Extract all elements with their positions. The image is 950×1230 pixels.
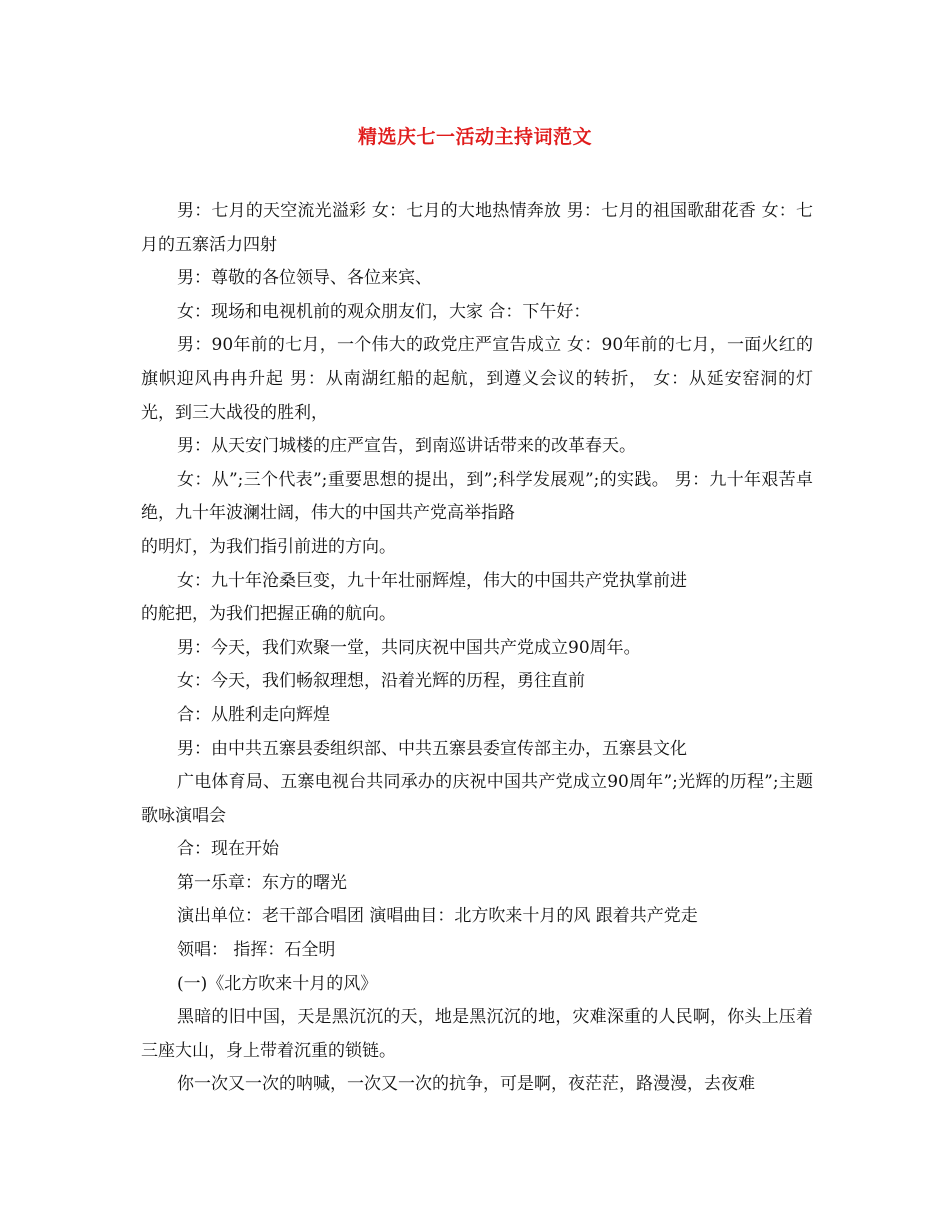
- paragraph: 女：九十年沧桑巨变，九十年壮丽辉煌，伟大的中国共产党执掌前进: [177, 570, 687, 591]
- paragraph: 女：从”;三个代表”;重要思想的提出，到”;科学发展观”;的实践。 男：九十年艰苦卓绝，九十年波澜壮阔，伟大的中国共产党高举指路: [141, 469, 813, 524]
- paragraph: 女：今天，我们畅叙理想，沿着光辉的历程，勇往直前: [177, 671, 585, 692]
- paragraph: 广电体育局、五寨电视台共同承办的庆祝中国共产党成立90周年”;光辉的历程”;主题歌咏演唱会: [141, 772, 813, 826]
- paragraph: 男：从天安门城楼的庄严宣告，到南巡讲话带来的改革春天。: [177, 436, 636, 457]
- paragraph: 领唱： 指挥：石全明: [177, 940, 336, 961]
- paragraph: 男：由中共五寨县委组织部、中共五寨县委宣传部主办，五寨县文化: [177, 738, 687, 759]
- paragraph: 合：从胜利走向辉煌: [177, 704, 330, 725]
- paragraph: 男：尊敬的各位领导、各位来宾、: [177, 268, 432, 289]
- document-body: [141, 195, 813, 1102]
- paragraph: 你一次又一次的呐喊，一次又一次的抗争，可是啊，夜茫茫，路漫漫，去夜难: [177, 1074, 755, 1095]
- paragraph: (一)《北方吹来十月的风》: [177, 973, 378, 994]
- paragraph: 的舵把，为我们把握正确的航向。: [141, 604, 396, 625]
- paragraph: 黑暗的旧中国，天是黑沉沉的天，地是黑沉沉的地，灾难深重的人民啊，你头上压着三座大山，身上带着沉重的锁链。: [141, 1007, 813, 1061]
- paragraph: 合：现在开始: [177, 839, 279, 860]
- paragraph: 男：今天，我们欢聚一堂，共同庆祝中国共产党成立90周年。: [177, 637, 641, 658]
- paragraph: 的明灯，为我们指引前进的方向。: [141, 536, 396, 557]
- paragraph: 第一乐章：东方的曙光: [177, 872, 347, 893]
- paragraph: 男：90年前的七月，一个伟大的政党庄严宣告成立 女：90年前的七月，一面火红的旗帜迎风冉冉升起 男：从南湖红船的起航，到遵义会议的转折， 女：从延安窑洞的灯光，到三大战役的胜利，: [141, 335, 813, 423]
- document-title: 精选庆七一活动主持词范文: [357, 126, 592, 148]
- paragraph: 演出单位：老干部合唱团 演唱曲目：北方吹来十月的风 跟着共产党走: [177, 906, 698, 927]
- paragraph: 女：现场和电视机前的观众朋友们，大家 合：下午好：: [177, 301, 591, 322]
- paragraph: 男：七月的天空流光溢彩 女：七月的大地热情奔放 男：七月的祖国歌甜花香 女：七月的五寨活力四射: [141, 201, 813, 255]
